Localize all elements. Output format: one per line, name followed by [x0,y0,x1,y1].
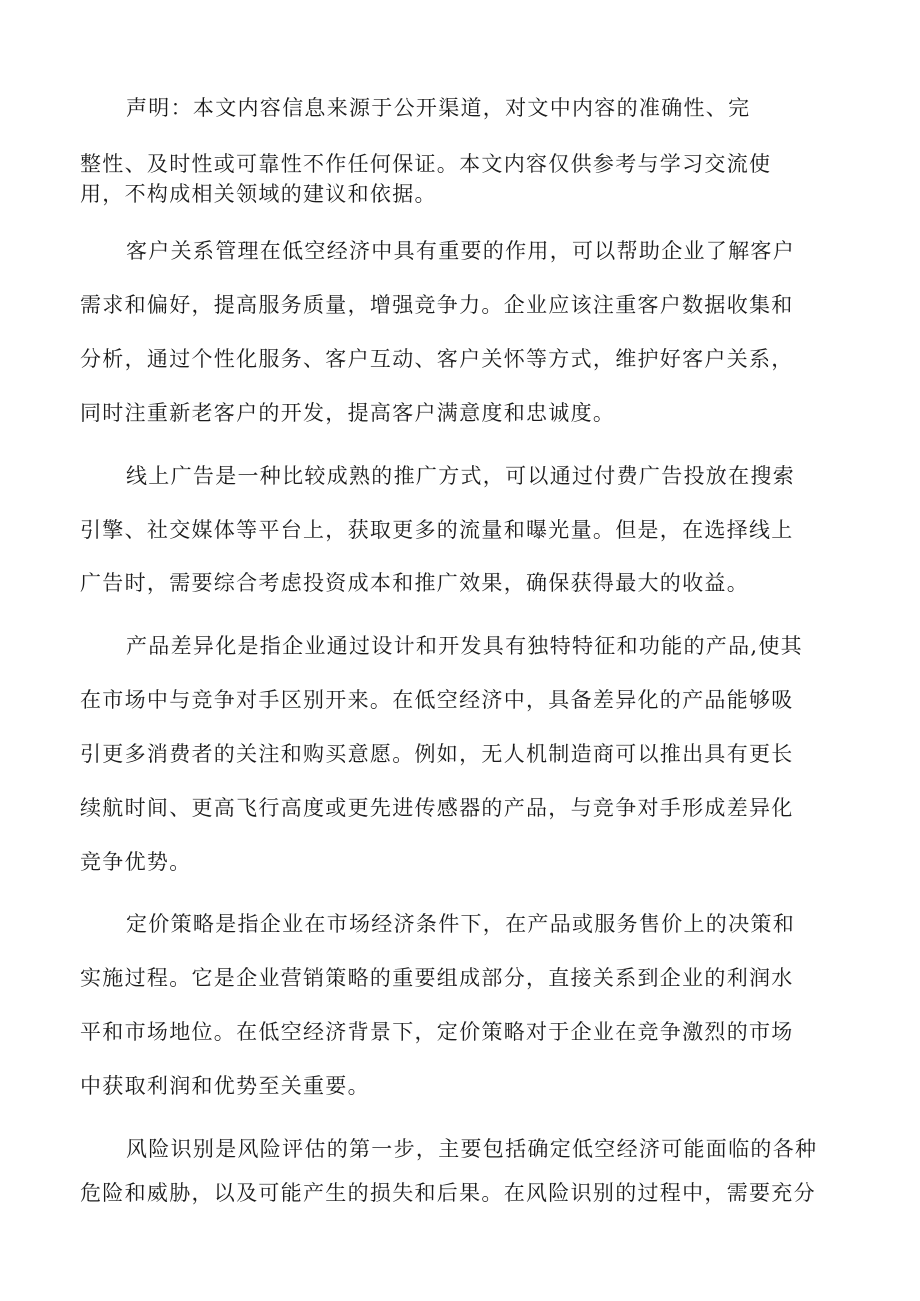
paragraph-line: 在市场中与竞争对手区别开来。在低空经济中，具备差异化的产品能够吸 [80,688,794,712]
paragraph-line: 风险识别是风险评估的第一步，主要包括确定低空经济可能面临的各种 [126,1137,818,1161]
paragraph-line: 实施过程。它是企业营销策略的重要组成部分，直接关系到企业的利润水 [80,966,794,990]
paragraph-line: 产品差异化是指企业通过设计和开发具有独特特征和功能的产品,使其 [126,634,803,658]
paragraph-line: 线上广告是一种比较成熟的推广方式，可以通过付费广告投放在搜索 [126,464,795,488]
paragraph-line: 平和市场地位。在低空经济背景下，定价策略对于企业在竞争激烈的市场 [80,1020,794,1044]
paragraph-line: 续航时间、更高飞行高度或更先进传感器的产品，与竞争对手形成差异化 [80,796,794,820]
paragraph-line: 竞争优势。 [80,850,192,874]
paragraph-line: 客户关系管理在低空经济中具有重要的作用，可以帮助企业了解客户 [126,239,795,263]
paragraph-line: 危险和威胁，以及可能产生的损失和后果。在风险识别的过程中，需要充分 [80,1181,816,1205]
paragraph-line: 引更多消费者的关注和购买意愿。例如，无人机制造商可以推出具有更长 [80,742,794,766]
paragraph-line: 需求和偏好，提高服务质量，增强竞争力。企业应该注重客户数据收集和 [80,293,794,317]
paragraph-line: 用，不构成相关领域的建议和依据。 [80,182,437,206]
paragraph-line: 广告时，需要综合考虑投资成本和推广效果，确保获得最大的收益。 [80,571,749,595]
paragraph-line: 整性、及时性或可靠性不作任何保证。本文内容仅供参考与学习交流使 [80,152,772,176]
paragraph-line: 定价策略是指企业在市场经济条件下，在产品或服务售价上的决策和 [126,912,795,936]
paragraph-line: 同时注重新老客户的开发，提高客户满意度和忠诚度。 [80,401,616,425]
paragraph-line: 声明：本文内容信息来源于公开渠道，对文中内容的准确性、完 [126,96,751,120]
paragraph-line: 引擎、社交媒体等平台上，获取更多的流量和曝光量。但是，在选择线上 [80,518,794,542]
paragraph-line: 分析，通过个性化服务、客户互动、客户关怀等方式，维护好客户关系， [80,347,794,371]
paragraph-line: 中获取利润和优势至关重要。 [80,1074,370,1098]
